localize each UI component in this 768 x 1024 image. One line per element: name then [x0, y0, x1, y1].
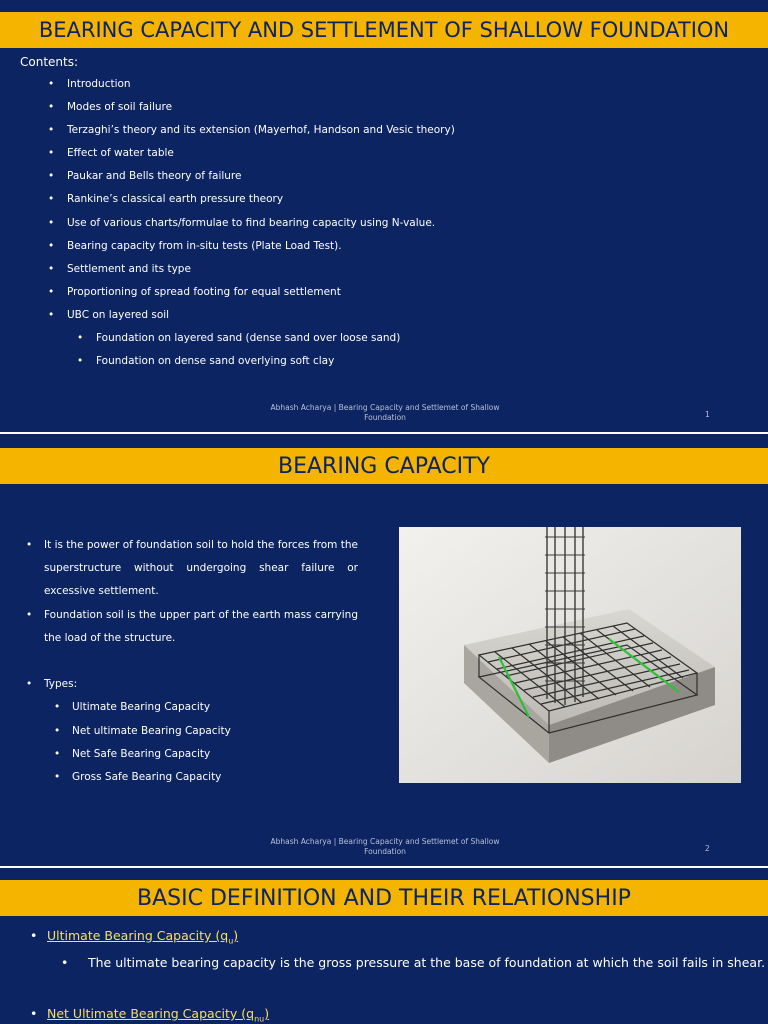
bearing-capacity-list — [26, 534, 358, 789]
page-number: 1 — [705, 410, 710, 419]
ultimate-bearing-capacity-link[interactable]: Ultimate Bearing Capacity $(q_u)$ — [47, 928, 239, 946]
ultimate-bearing-capacity-description: • The ultimate bearing capacity is the gross pressure at the base of foundation at which the soil fails in shear. — [61, 955, 766, 970]
contents-sub-item: • Foundation on dense sand overlying soft clay — [77, 353, 455, 376]
contents-list — [48, 76, 455, 376]
contents-item: • Proportioning of spread footing for equal settlement — [48, 284, 455, 307]
definition-item-ultimate: • Ultimate Bearing Capacity $(q_u)$ — [30, 928, 239, 946]
slide-footer: Abhash Acharya | Bearing Capacity and Settlemet of Shallow Foundation — [270, 403, 500, 422]
slide-1 — [0, 0, 768, 432]
slide-2 — [0, 434, 768, 866]
definition-item-net-ultimate: • Net Ultimate Bearing Capacity $(q_{nu})$ — [30, 1006, 270, 1024]
page-number: 2 — [705, 844, 710, 853]
contents-item: • Bearing capacity from in-situ tests (Plate Load Test). — [48, 238, 455, 261]
contents-sub-item: • Foundation on layered sand (dense sand over loose sand) — [77, 330, 455, 353]
contents-item: • Effect of water table — [48, 145, 455, 168]
contents-label: Contents: — [20, 55, 79, 69]
contents-item: • Terzaghi’s theory and its extension (Mayerhof, Handson and Vesic theory) — [48, 122, 455, 145]
definition-paragraph: • Foundation soil is the upper part of the earth mass carrying the load of the structure. — [26, 604, 358, 650]
type-item: • Gross Safe Bearing Capacity — [54, 766, 358, 789]
contents-item: • Modes of soil failure — [48, 99, 455, 122]
slide-3 — [0, 868, 768, 1024]
contents-item: • Settlement and its type — [48, 261, 455, 284]
type-item: • Ultimate Bearing Capacity — [54, 696, 358, 719]
types-label: • Types: — [26, 673, 358, 696]
type-item: • Net Safe Bearing Capacity — [54, 743, 358, 766]
definition-paragraph: • It is the power of foundation soil to hold the forces from the superstructure without undergoing shear failure or excessive settlement. — [26, 534, 358, 604]
contents-item: • Introduction — [48, 76, 455, 99]
type-item: • Net ultimate Bearing Capacity — [54, 720, 358, 743]
slide-footer: Abhash Acharya | Bearing Capacity and Settlemet of Shallow Foundation — [270, 837, 500, 856]
contents-item: • Paukar and Bells theory of failure — [48, 168, 455, 191]
footing-rebar-image — [399, 527, 741, 783]
contents-item: • Rankine’s classical earth pressure theory — [48, 191, 455, 214]
contents-item: • Use of various charts/formulae to find bearing capacity using N-value. — [48, 215, 455, 238]
contents-item: • UBC on layered soil — [48, 307, 455, 330]
slide-1-title: BEARING CAPACITY AND SETTLEMENT OF SHALLOW FOUNDATION — [0, 12, 768, 48]
slide-2-title: BEARING CAPACITY — [0, 448, 768, 484]
net-ultimate-bearing-capacity-link[interactable]: Net Ultimate Bearing Capacity $(q_{nu})$ — [47, 1006, 270, 1024]
slide-3-title: BASIC DEFINITION AND THEIR RELATIONSHIP — [0, 880, 768, 916]
